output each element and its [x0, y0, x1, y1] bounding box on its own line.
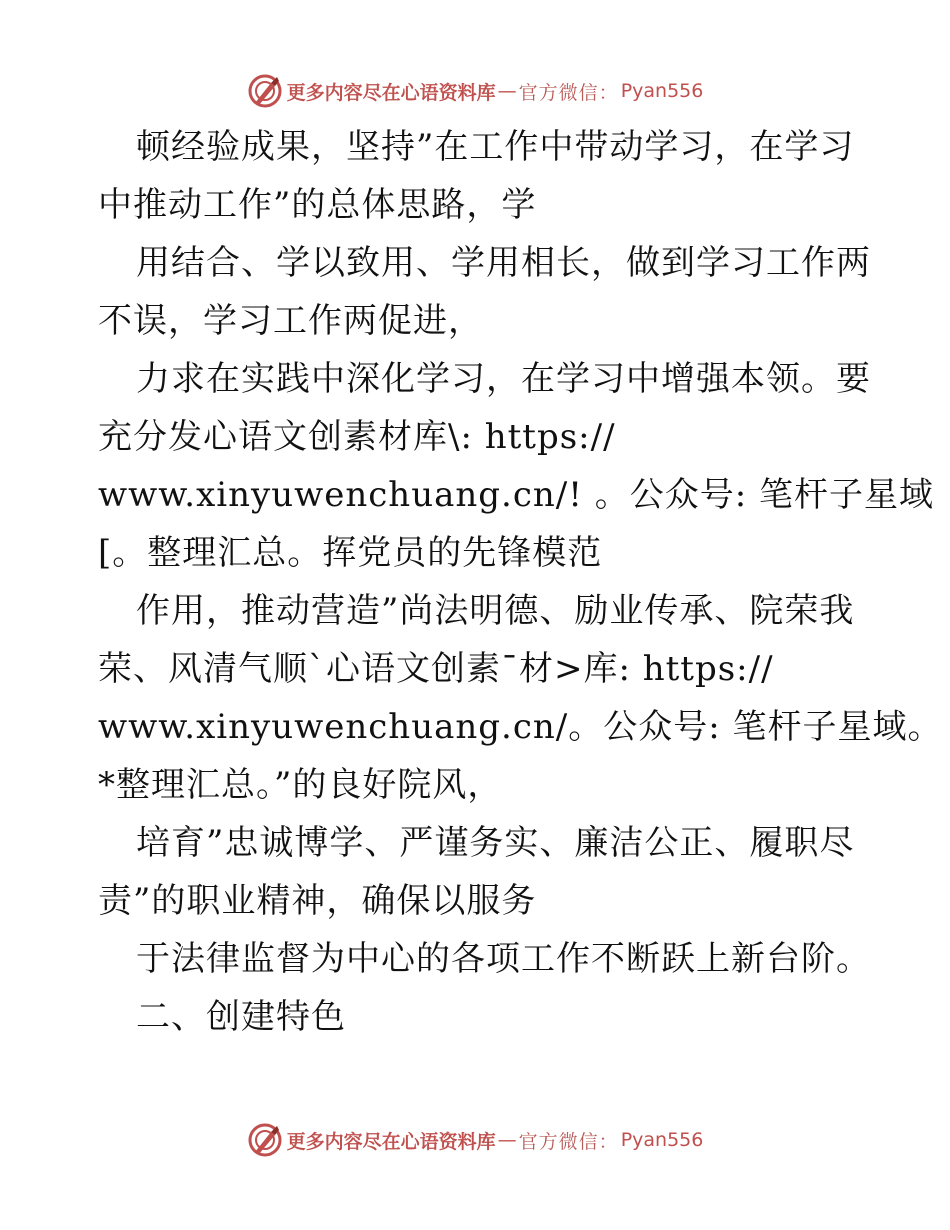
paragraph-line: 荣、风清气顺`心语文创素¯材>库: https:// [98, 649, 774, 689]
paragraph-line: 于法律监督为中心的各项工作不断跃上新台阶。 [136, 939, 871, 979]
banner-wechat-label: 官方微信： [518, 81, 619, 104]
paragraph-line: 不误，学习工作两促进， [98, 301, 483, 341]
paragraph-line: 用结合、学以致用、学用相长，做到学习工作两 [136, 243, 871, 283]
paragraph-line: 作用，推动营造”尚法明德、励业传承、院荣我 [136, 591, 855, 631]
banner-wechat-account: Pyan556 [620, 80, 704, 102]
paragraph-line: 力求在实践中深化学习，在学习中增强本领。要 [136, 359, 871, 399]
paragraph-line: 中推动工作”的总体思路，学 [98, 185, 537, 225]
paragraph-line: 培育”忠诚博学、严谨务实、廉洁公正、履职尽 [136, 823, 855, 863]
pen-logo-icon [247, 1122, 283, 1158]
banner-wechat-account: Pyan556 [620, 1129, 704, 1151]
paragraph-line: www.xinyuwenchuang.cn/。公众号: 笔杆子星域。 [98, 707, 943, 747]
pen-logo-icon [247, 73, 283, 109]
banner-wechat-label: 官方微信： [518, 1130, 619, 1153]
document-body [98, 118, 943, 1046]
section-heading: 二、创建特色 [136, 997, 346, 1037]
paragraph-line: *整理汇总。”的良好院风， [98, 765, 503, 805]
banner-brand-text: 更多内容尽在心语资料库 [286, 81, 496, 104]
header-watermark-banner [0, 71, 950, 111]
banner-separator: — [497, 80, 517, 102]
paragraph-line: 充分发心语文创素材库\: https:// [98, 417, 616, 457]
banner-separator: — [497, 1129, 517, 1151]
paragraph-line: www.xinyuwenchuang.cn/! 。公众号: 笔杆子星域 [98, 475, 934, 515]
paragraph-line: 顿经验成果，坚持”在工作中带动学习，在学习 [136, 127, 855, 167]
banner-brand-text: 更多内容尽在心语资料库 [286, 1130, 496, 1153]
paragraph-line: [。整理汇总。挥党员的先锋模范 [98, 533, 603, 573]
footer-watermark-banner [0, 1120, 950, 1160]
paragraph-line: 责”的职业精神，确保以服务 [98, 881, 537, 921]
